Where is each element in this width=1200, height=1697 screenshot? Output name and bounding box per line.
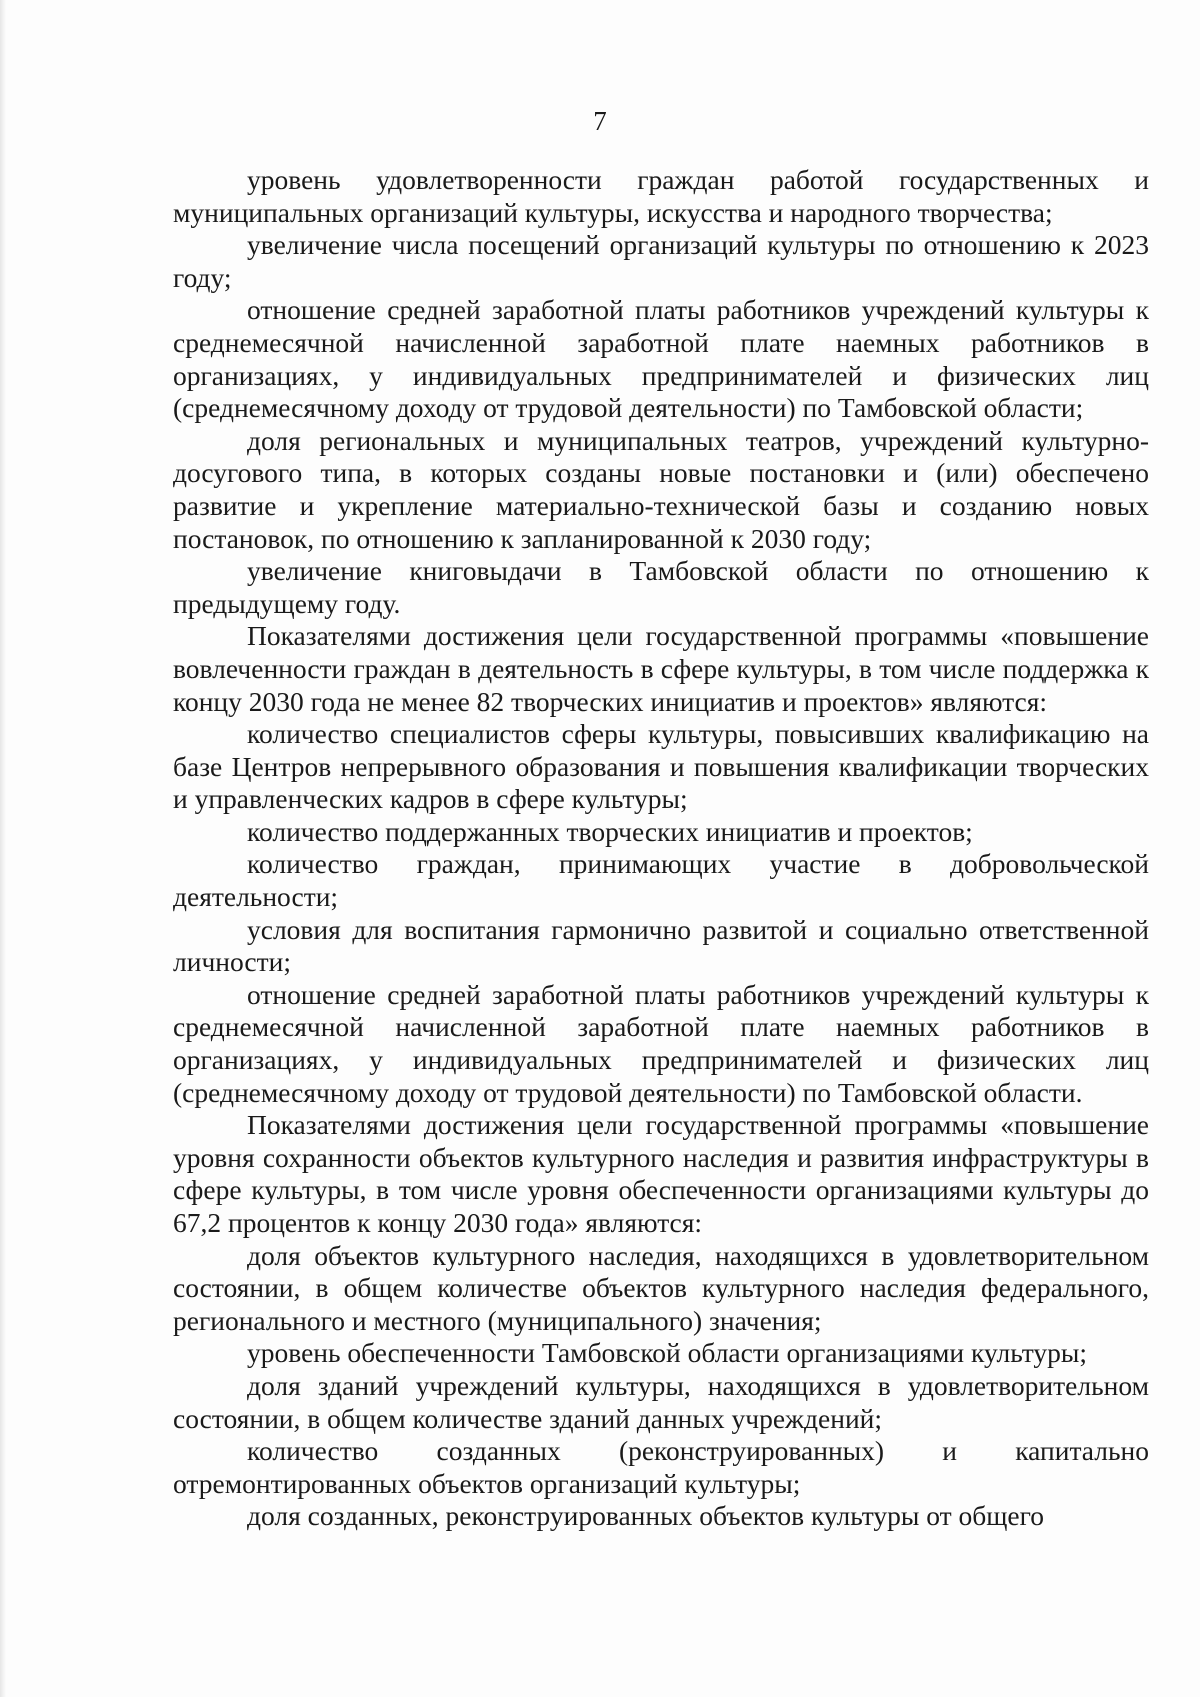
paragraph: Показателями достижения цели государственной программы «повышение вовлеченности граждан в деятельность в сфере культуры, в том числе поддержка к концу 2030 года не менее 82 творческих инициатив и проектов» являются:	[173, 620, 1149, 717]
paragraph: доля зданий учреждений культуры, находящихся в удовлетворительном состоянии, в общем количестве зданий данных учреждений;	[173, 1369, 1149, 1434]
paragraph: уровень удовлетворенности граждан работой государственных и муниципальных организаций культуры, искусства и народного творчества;	[173, 164, 1149, 228]
paragraph: доля созданных, реконструированных объектов культуры от общего	[247, 1500, 1044, 1532]
page-number: 7	[593, 106, 607, 136]
paragraph: отношение средней заработной платы работников учреждений культуры к среднемесячной начисленной заработной плате наемных работников в организациях, у индивидуальных предпринимателей и физических лиц (среднемесячному доходу от трудовой деятельности) по Тамбовской области;	[173, 294, 1149, 424]
document-body	[173, 164, 1149, 1533]
paragraph: уровень обеспеченности Тамбовской области организациями культуры;	[247, 1337, 1088, 1369]
paragraph: отношение средней заработной платы работников учреждений культуры к среднемесячной начисленной заработной плате наемных работников в организациях, у индивидуальных предпринимателей и физических лиц (среднемесячному доходу от трудовой деятельности) по Тамбовской области.	[173, 978, 1149, 1108]
paragraph: Показателями достижения цели государственной программы «повышение уровня сохранности объектов культурного наследия и развития инфраструктуры в сфере культуры, в том числе уровня обеспеченности организациями культуры до 67,2 процентов к концу 2030 года» являются:	[173, 1109, 1149, 1238]
paragraph: количество специалистов сферы культуры, повысивших квалификацию на базе Центров непрерывного образования и повышения квалификации творческих и управленческих кадров в сфере культуры;	[173, 718, 1149, 815]
paragraph: количество граждан, принимающих участие в добровольческой деятельности;	[173, 848, 1149, 913]
paragraph: увеличение книговыдачи в Тамбовской области по отношению к предыдущему году.	[173, 555, 1149, 619]
paragraph: доля региональных и муниципальных театров, учреждений культурно-досугового типа, в которых созданы новые постановки и (или) обеспечено развитие и укрепление материально-технической базы и созданию новых постановок, по отношению к запланированной к 2030 году;	[173, 424, 1149, 554]
paragraph: количество поддержанных творческих инициатив и проектов;	[247, 815, 973, 847]
paragraph: количество созданных (реконструированных) и капитально отремонтированных объектов организаций культуры;	[173, 1435, 1149, 1499]
paragraph: доля объектов культурного наследия, находящихся в удовлетворительном состоянии, в общем количестве объектов культурного наследия федерального, регионального и местного (муниципального) значения;	[173, 1239, 1149, 1336]
scan-edge-shadow	[0, 0, 6, 1697]
paragraph: условия для воспитания гармонично развитой и социально ответственной личности;	[173, 913, 1149, 978]
paragraph: увеличение числа посещений организаций культуры по отношению к 2023 году;	[173, 229, 1149, 293]
